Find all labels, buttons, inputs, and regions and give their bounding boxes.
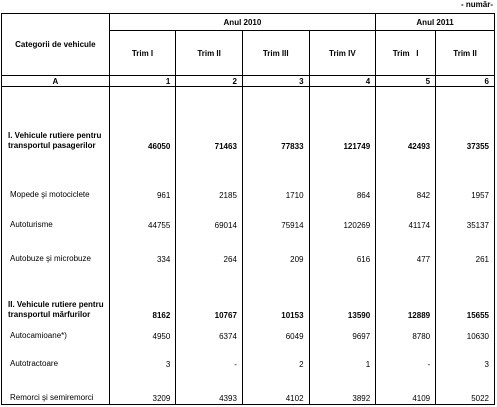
cell-value: 209 <box>242 233 309 267</box>
table-row <box>2 233 495 267</box>
table-row <box>2 267 495 323</box>
column-index: 6 <box>436 76 495 87</box>
cell-value: 121749 <box>309 87 376 155</box>
index-label: A <box>2 76 110 87</box>
cell-value: 264 <box>176 233 243 267</box>
row-label: Autocamioane*) <box>2 323 110 344</box>
cell-value: 10630 <box>436 323 495 344</box>
cell-value: 6049 <box>242 323 309 344</box>
table-row <box>2 344 495 378</box>
table-row <box>2 323 495 344</box>
cell-value: 41174 <box>376 204 436 233</box>
year-2011-header: Anul 2011 <box>376 14 495 31</box>
cell-value: 10767 <box>176 267 243 323</box>
cell-value: 69014 <box>176 204 243 233</box>
cell-value: 4109 <box>376 378 436 405</box>
cell-value: 1710 <box>242 155 309 204</box>
category-header: Categorii de vehicule <box>2 14 110 76</box>
cell-value: 3209 <box>109 378 176 405</box>
cell-value: 37355 <box>436 87 495 155</box>
trim-header: Trim II <box>176 31 243 76</box>
cell-value: 42493 <box>376 87 436 155</box>
cell-value: 44755 <box>109 204 176 233</box>
row-label: Remorci şi semiremorci <box>2 378 110 405</box>
table-row <box>2 155 495 204</box>
trim-header: Trim II <box>436 31 495 76</box>
table-row <box>2 204 495 233</box>
cell-value: 4950 <box>109 323 176 344</box>
cell-value: 71463 <box>176 87 243 155</box>
year-2010-header: Anul 2010 <box>109 14 375 31</box>
cell-value: 46050 <box>109 87 176 155</box>
column-index: 2 <box>176 76 243 87</box>
cell-value: 1 <box>309 344 376 378</box>
column-index: 5 <box>376 76 436 87</box>
cell-value: 3892 <box>309 378 376 405</box>
column-index: 1 <box>109 76 176 87</box>
cell-value: 4102 <box>242 378 309 405</box>
trim-header: Trim I <box>109 31 176 76</box>
cell-value: 8162 <box>109 267 176 323</box>
cell-value: 75914 <box>242 204 309 233</box>
trim-header: Trim IV <box>309 31 376 76</box>
cell-value: 616 <box>309 233 376 267</box>
cell-value: 5022 <box>436 378 495 405</box>
cell-value: 334 <box>109 233 176 267</box>
cell-value: 3 <box>436 344 495 378</box>
cell-value: 10153 <box>242 267 309 323</box>
table-row <box>2 378 495 405</box>
cell-value: 261 <box>436 233 495 267</box>
row-label: Autobuze şi microbuze <box>2 233 110 267</box>
column-index: 4 <box>309 76 376 87</box>
row-label: II. Vehicule rutiere pentru transportul mărfurilor <box>2 267 110 323</box>
cell-value: 2185 <box>176 155 243 204</box>
cell-value: 77833 <box>242 87 309 155</box>
unit-label: - număr- <box>461 0 493 9</box>
cell-value: 2 <box>242 344 309 378</box>
column-index: 3 <box>242 76 309 87</box>
cell-value: - <box>176 344 243 378</box>
cell-value: 6374 <box>176 323 243 344</box>
cell-value: 477 <box>376 233 436 267</box>
row-label: Autoturisme <box>2 204 110 233</box>
cell-value: 8780 <box>376 323 436 344</box>
vehicle-statistics-table <box>1 13 495 405</box>
row-label: I. Vehicule rutiere pentru transportul pasagerilor <box>2 87 110 155</box>
trim-header: Trim III <box>242 31 309 76</box>
cell-value: - <box>376 344 436 378</box>
cell-value: 1957 <box>436 155 495 204</box>
cell-value: 12889 <box>376 267 436 323</box>
cell-value: 842 <box>376 155 436 204</box>
cell-value: 864 <box>309 155 376 204</box>
table-row <box>2 87 495 155</box>
cell-value: 13590 <box>309 267 376 323</box>
row-label: Mopede şi motociclete <box>2 155 110 204</box>
cell-value: 3 <box>109 344 176 378</box>
row-label: Autotractoare <box>2 344 110 378</box>
cell-value: 4393 <box>176 378 243 405</box>
cell-value: 120269 <box>309 204 376 233</box>
cell-value: 9697 <box>309 323 376 344</box>
cell-value: 961 <box>109 155 176 204</box>
cell-value: 15655 <box>436 267 495 323</box>
trim-header: Trim I <box>376 31 436 76</box>
cell-value: 35137 <box>436 204 495 233</box>
